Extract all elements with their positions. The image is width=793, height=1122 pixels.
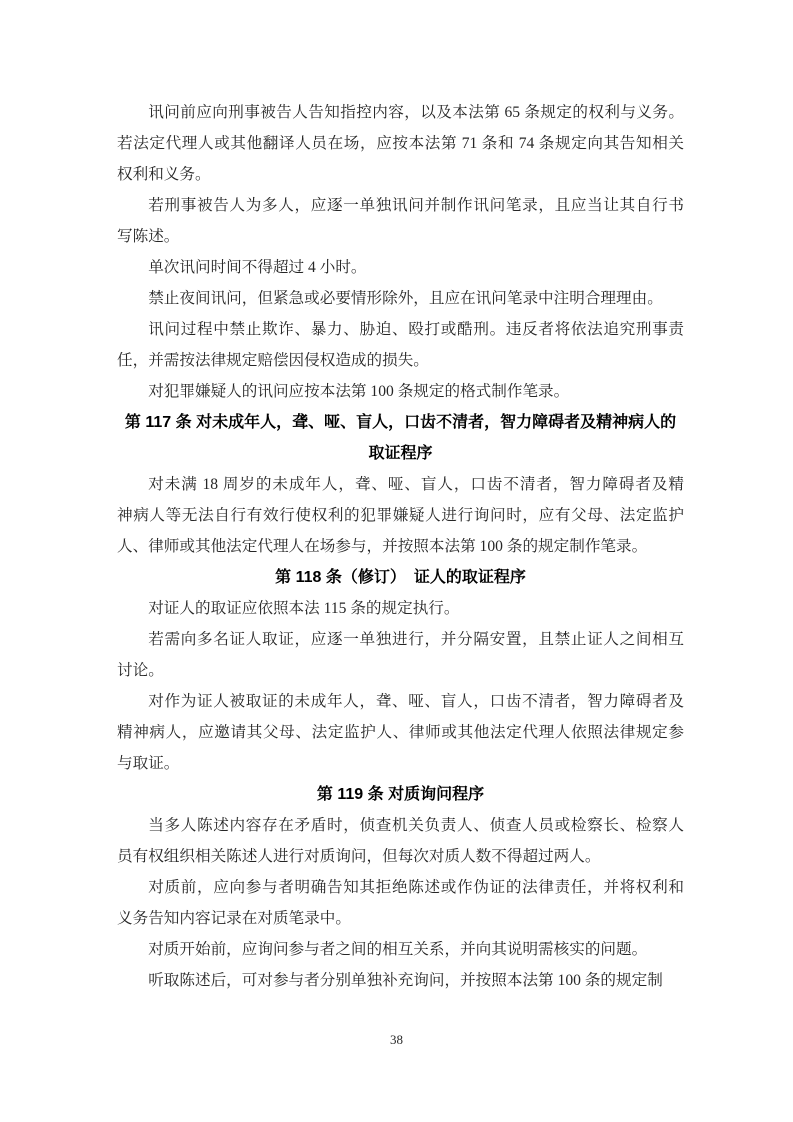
paragraph-line: 若需向多名证人取证，应逐一单独进行，并分隔安置，且禁止证人之间相互 bbox=[148, 631, 684, 648]
paragraph-line: 对证人的取证应依照本法 115 条的规定执行。 bbox=[148, 600, 460, 617]
article-heading-line: 第 118 条（修订） 证人的取证程序 bbox=[275, 569, 526, 586]
paragraph-line: 权利和义务。 bbox=[117, 166, 211, 183]
paragraph-line: 单次讯问时间不得超过 4 小时。 bbox=[148, 259, 367, 276]
page-number: 38 bbox=[390, 1032, 403, 1047]
paragraph-line: 对犯罪嫌疑人的讯问应按本法第 100 条规定的格式制作笔录。 bbox=[148, 383, 570, 400]
paragraph-line: 对质前，应向参与者明确告知其拒绝陈述或作伪证的法律责任，并将权利和 bbox=[148, 879, 684, 896]
article-heading-line: 第 117 条 对未成年人，聋、哑、盲人，口齿不清者，智力障碍者及精神病人的 bbox=[124, 414, 677, 431]
paragraph-line: 写陈述。 bbox=[117, 228, 180, 245]
paragraph-line: 对未满 18 周岁的未成年人，聋、哑、盲人，口齿不清者，智力障碍者及精 bbox=[148, 476, 684, 493]
paragraph-line: 对质开始前，应询问参与者之间的相互关系，并向其说明需核实的问题。 bbox=[148, 941, 648, 958]
paragraph-line: 讯问过程中禁止欺诈、暴力、胁迫、殴打或酷刑。违反者将依法追究刑事责 bbox=[148, 321, 684, 338]
paragraph-line: 人、律师或其他法定代理人在场参与，并按照本法第 100 条的规定制作笔录。 bbox=[117, 538, 648, 555]
paragraph-line: 讯问前应向刑事被告人告知指控内容，以及本法第 65 条规定的权利与义务。 bbox=[148, 104, 684, 121]
paragraph-line: 若法定代理人或其他翻译人员在场，应按本法第 71 条和 74 条规定向其告知相关 bbox=[117, 135, 684, 152]
paragraph-line: 义务告知内容记录在对质笔录中。 bbox=[117, 910, 351, 927]
paragraph-line: 员有权组织相关陈述人进行对质询问，但每次对质人数不得超过两人。 bbox=[117, 848, 601, 865]
paragraph-line: 精神病人，应邀请其父母、法定监护人、律师或其他法定代理人依照法律规定参 bbox=[117, 724, 684, 741]
article-heading-line: 取证程序 bbox=[368, 445, 433, 462]
paragraph-line: 神病人等无法自行有效行使权利的犯罪嫌疑人进行询问时，应有父母、法定监护 bbox=[117, 507, 684, 524]
paragraph-line: 讨论。 bbox=[117, 662, 164, 679]
paragraph-line: 禁止夜间讯问，但紧急或必要情形除外，且应在讯问笔录中注明合理理由。 bbox=[148, 290, 663, 307]
paragraph-line: 听取陈述后，可对参与者分别单独补充询问，并按照本法第 100 条的规定制 bbox=[148, 972, 663, 989]
paragraph-line: 与取证。 bbox=[117, 755, 180, 772]
paragraph-line: 对作为证人被取证的未成年人，聋、哑、盲人，口齿不清者，智力障碍者及 bbox=[148, 693, 684, 710]
paragraph-line: 任，并需按法律规定赔偿因侵权造成的损失。 bbox=[117, 352, 429, 369]
paragraph-line: 若刑事被告人为多人，应逐一单独讯问并制作讯问笔录，且应当让其自行书 bbox=[148, 197, 684, 214]
page-text-body bbox=[117, 97, 684, 996]
article-heading-line: 第 119 条 对质询问程序 bbox=[316, 786, 485, 803]
paragraph-line: 当多人陈述内容存在矛盾时，侦查机关负责人、侦查人员或检察长、检察人 bbox=[148, 817, 684, 834]
